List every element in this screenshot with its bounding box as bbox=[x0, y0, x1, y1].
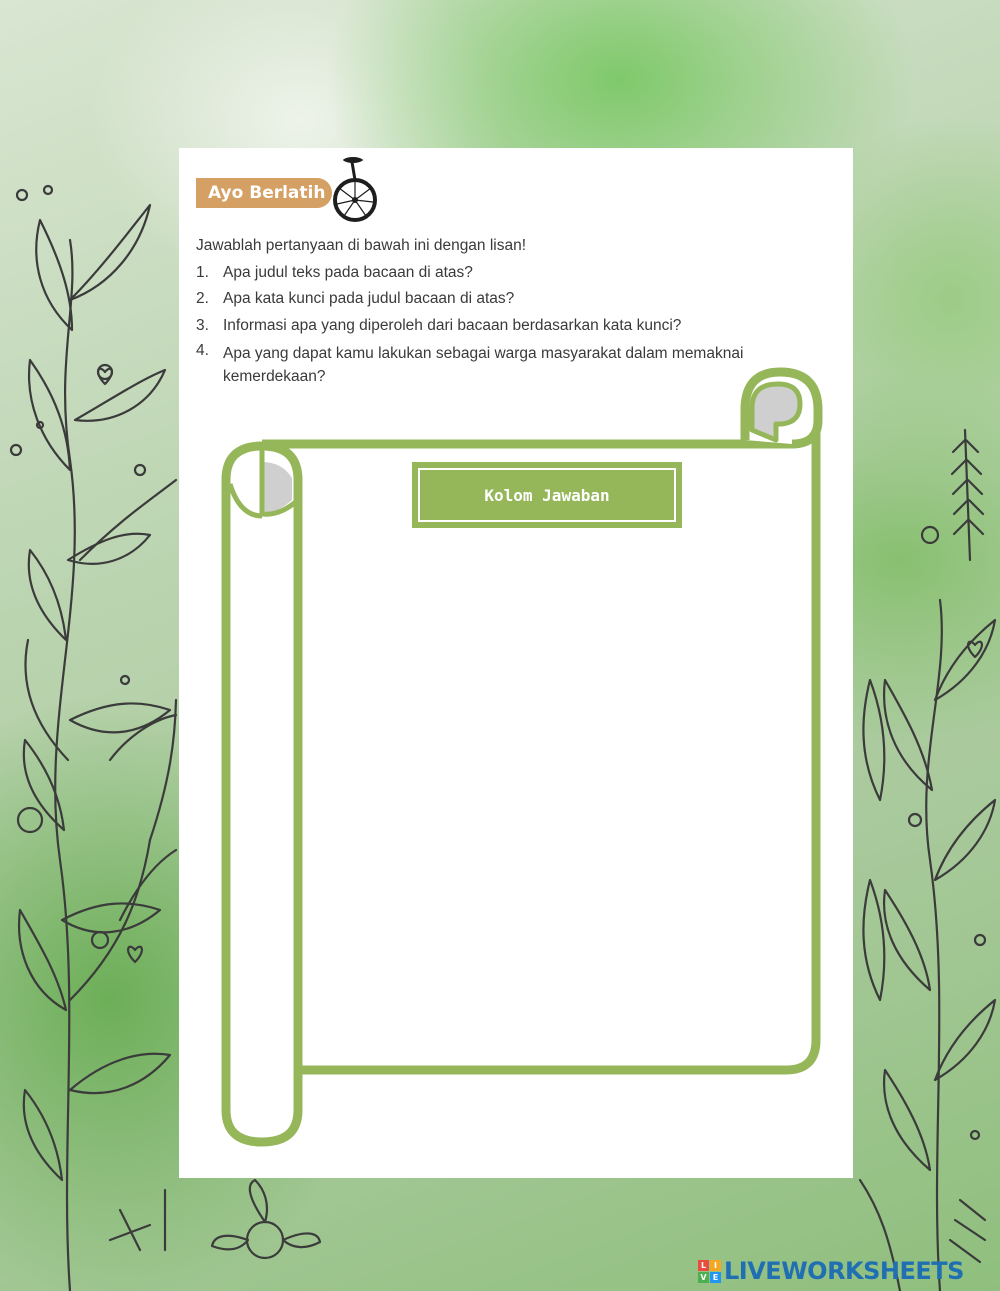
question-text: Apa yang dapat kamu lakukan sebagai warga masyarakat dalam memaknai kemerdekaan? bbox=[223, 345, 744, 385]
liveworksheets-logo bbox=[698, 1256, 964, 1286]
question-item: 2. Apa kata kunci pada judul bacaan di atas? bbox=[196, 290, 515, 307]
logo-grid-icon: L I V E bbox=[698, 1260, 721, 1283]
section-badge: Ayo Berlatih bbox=[196, 178, 332, 208]
question-item: 4. Apa yang dapat kamu lakukan sebagai warga masyarakat dalam memaknai kemerdekaan? bbox=[196, 342, 744, 385]
instruction-text: Jawablah pertanyaan di bawah ini dengan lisan! bbox=[196, 237, 527, 254]
logo-text: LIVEWORKSHEETS bbox=[724, 1257, 964, 1285]
question-text: Apa judul teks pada bacaan di atas? bbox=[223, 263, 473, 281]
question-item: 3. Informasi apa yang diperoleh dari bacaan berdasarkan kata kunci? bbox=[196, 316, 682, 334]
answer-column-label: Kolom Jawaban bbox=[418, 468, 676, 522]
answer-input[interactable] bbox=[310, 545, 809, 1064]
answer-column-title bbox=[412, 462, 682, 528]
question-text: Informasi apa yang diperoleh dari bacaan berdasarkan kata kunci? bbox=[223, 316, 682, 334]
question-text: Apa kata kunci pada judul bacaan di atas? bbox=[223, 290, 515, 307]
question-item: 1. Apa judul teks pada bacaan di atas? bbox=[196, 263, 473, 281]
